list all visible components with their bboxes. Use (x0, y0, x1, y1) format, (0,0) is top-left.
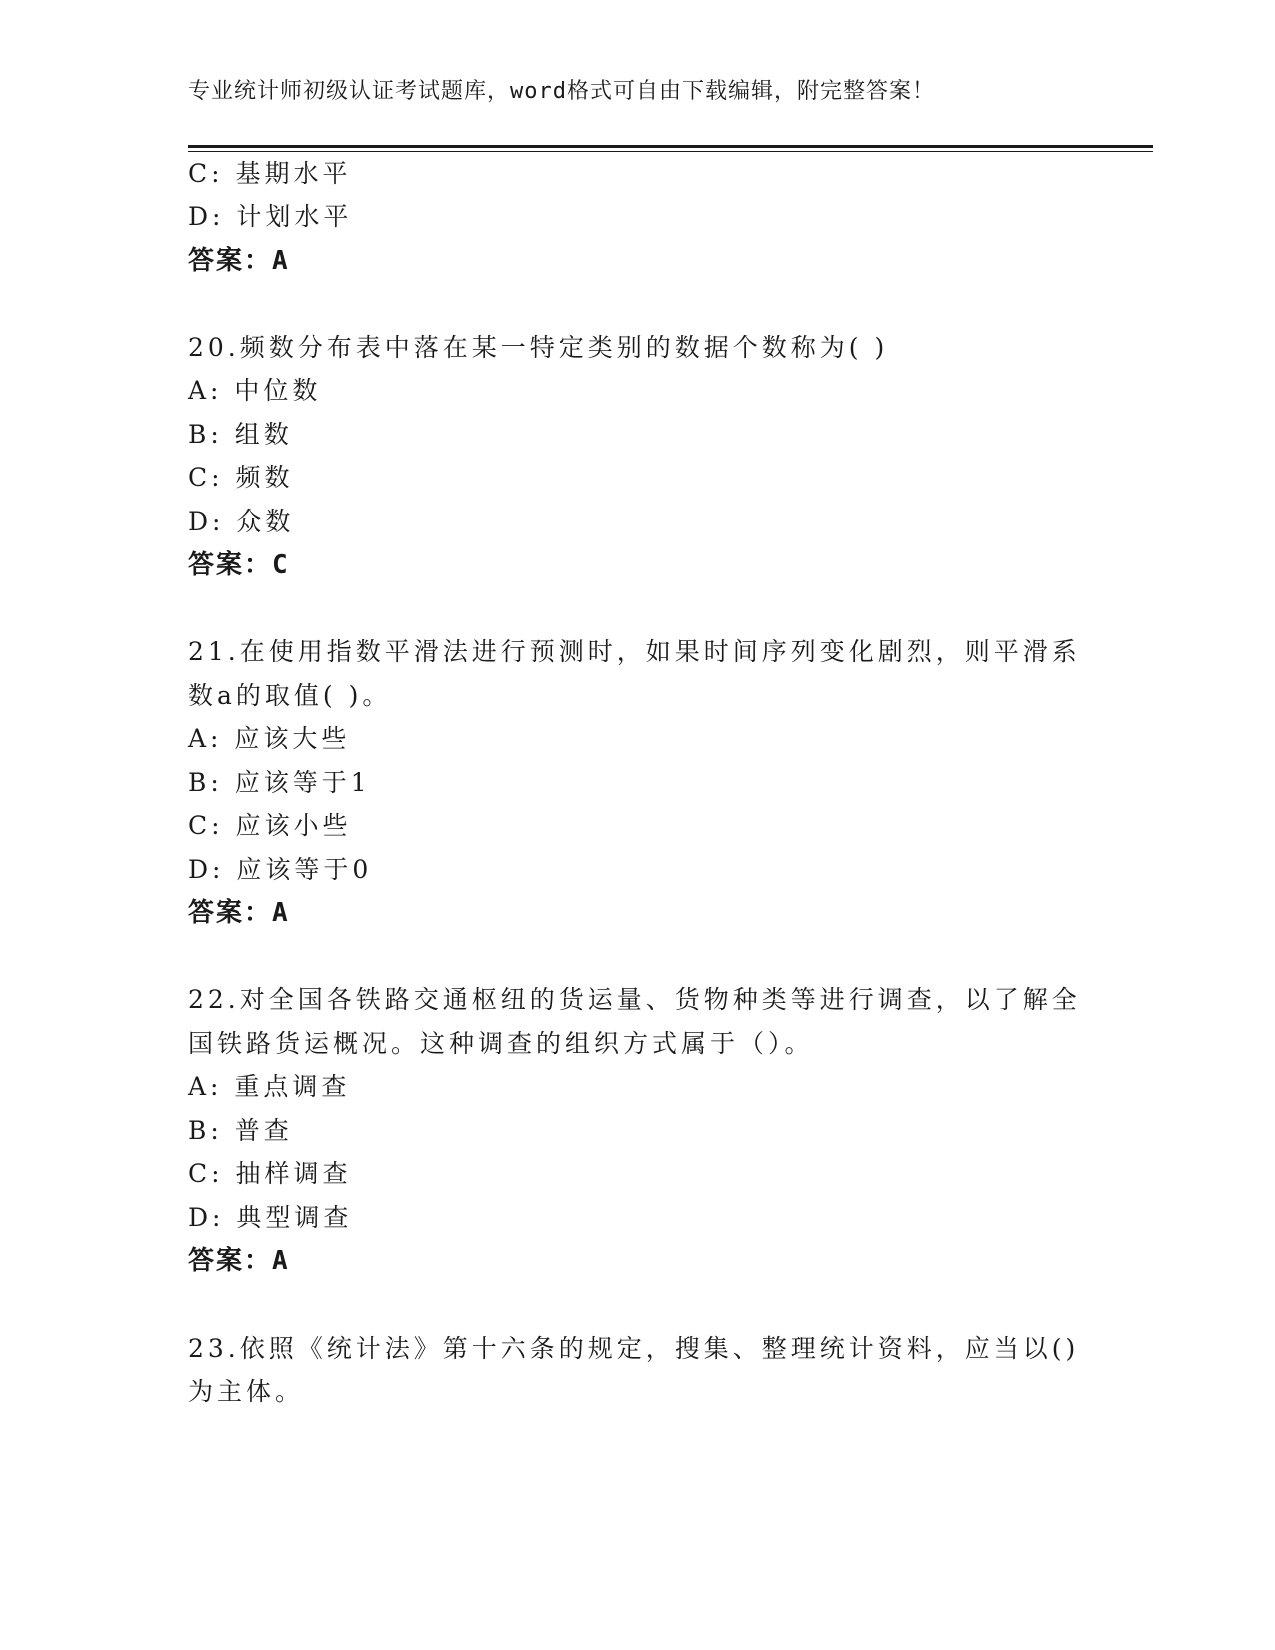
q22-option-d: D: 典型调查 (188, 1203, 353, 1232)
q23-stem-line-1: 23.依照《统计法》第十六条的规定，搜集、整理统计资料，应当以() (188, 1334, 1080, 1363)
q21-stem-line-2: 数a的取值( )。 (188, 681, 392, 710)
q20-stem: 20.频数分布表中落在某一特定类别的数据个数称为( ) (188, 333, 889, 362)
q22-stem-line-2: 国铁路货运概况。这种调查的组织方式属于（）。 (188, 1029, 814, 1058)
q21-option-a: A: 应该大些 (188, 724, 351, 753)
q22-option-a: A: 重点调查 (188, 1072, 351, 1101)
q22-option-b: B: 普查 (188, 1116, 293, 1145)
q19-option-c: C: 基期水平 (188, 159, 352, 188)
header-divider-thin (188, 151, 1153, 152)
q21-answer: 答案：A (188, 898, 290, 928)
page-header: 专业统计师初级认证考试题库，word格式可自由下载编辑，附完整答案！ (188, 79, 935, 104)
q21-stem-line-1: 21.在使用指数平滑法进行预测时，如果时间序列变化剧烈，则平滑系 (188, 637, 1081, 666)
q21-option-d: D: 应该等于0 (188, 855, 373, 884)
q20-option-a: A: 中位数 (188, 376, 322, 405)
q21-option-b: B: 应该等于1 (188, 768, 371, 797)
q19-option-d: D: 计划水平 (188, 202, 353, 231)
q23-stem-line-2: 为主体。 (188, 1377, 305, 1406)
header-divider-thick (188, 145, 1153, 148)
q19-answer: 答案：A (188, 246, 290, 276)
q21-option-c: C: 应该小些 (188, 811, 352, 840)
q22-option-c: C: 抽样调查 (188, 1159, 352, 1188)
q20-answer: 答案：C (188, 550, 290, 580)
q22-answer: 答案：A (188, 1246, 290, 1276)
q20-option-b: B: 组数 (188, 420, 293, 449)
q20-option-d: D: 众数 (188, 507, 295, 536)
q20-option-c: C: 频数 (188, 463, 294, 492)
q22-stem-line-1: 22.对全国各铁路交通枢纽的货运量、货物种类等进行调查，以了解全 (188, 985, 1081, 1014)
